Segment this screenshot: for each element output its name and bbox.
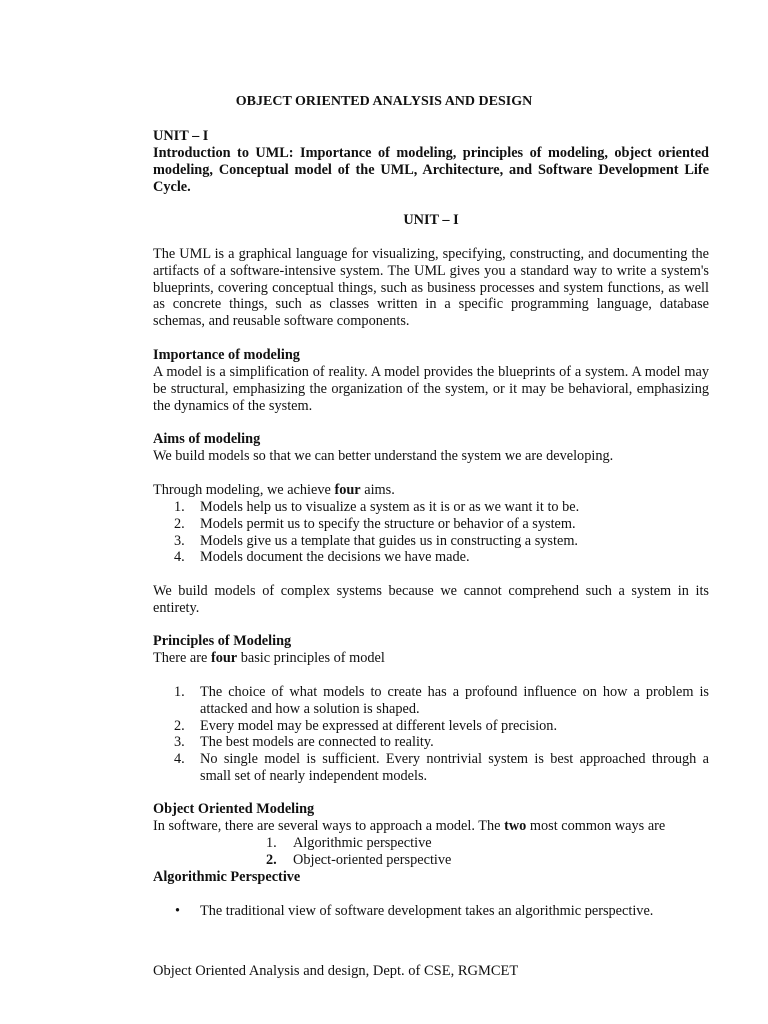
aims-closing: We build models of complex systems because we cannot comprehend such a system in its entirety. xyxy=(153,583,709,616)
list-item: 1. Models help us to visualize a system as it is or as we want it to be. xyxy=(174,499,580,515)
unit-heading: UNIT – I xyxy=(403,212,459,228)
page-title: OBJECT ORIENTED ANALYSIS AND DESIGN xyxy=(235,94,533,109)
oo-modeling-lead: In software, there are several ways to approach a model. The two most common ways are xyxy=(153,818,666,834)
bullet-icon: • xyxy=(175,903,181,919)
algorithmic-heading: Algorithmic Perspective xyxy=(153,869,301,885)
aims-paragraph: We build models so that we can better understand the system we are developing. xyxy=(153,448,614,464)
principles-lead: There are four basic principles of model xyxy=(153,650,385,666)
aims-heading: Aims of modeling xyxy=(153,431,261,447)
perspectives-list xyxy=(266,835,451,869)
syllabus-unit-label: UNIT – I xyxy=(153,128,209,144)
list-item: 4. No single model is sufficient. Every nontrivial system is best approached through a small set of nearly independent models. xyxy=(174,751,709,784)
oo-modeling-heading: Object Oriented Modeling xyxy=(153,801,315,817)
list-item: 2. Object-oriented perspective xyxy=(266,851,452,868)
syllabus-text: Introduction to UML: Importance of modeling, principles of modeling, object oriented modeling, Conceptual model of the UML, Architecture, and Software Development Life Cycle. xyxy=(153,145,709,195)
page-footer: Object Oriented Analysis and design, Dept. of CSE, RGMCET xyxy=(153,963,519,979)
aims-list xyxy=(153,499,709,566)
list-item: 1. Algorithmic perspective xyxy=(266,835,432,851)
principles-list xyxy=(153,684,709,785)
importance-paragraph: A model is a simplification of reality. A model provides the blueprints of a system. A model may be structural, emphasizing the organization of the system, or it may be behavioral, emphasizing the dynamics of the system. xyxy=(153,364,709,414)
list-item: 4. Models document the decisions we have made. xyxy=(174,549,470,566)
principles-heading: Principles of Modeling xyxy=(153,633,292,649)
intro-paragraph: The UML is a graphical language for visualizing, specifying, constructing, and documenting the artifacts of a software-intensive system. The UML gives you a standard way to write a system's blueprints, covering conceptual things, such as business processes and system functions, as well as concrete things, such as classes written in a specific programming language, database schemas, and reusable software components. xyxy=(153,246,709,330)
list-item: 3. The best models are connected to reality. xyxy=(174,734,434,751)
algorithmic-bullet-item xyxy=(153,903,709,920)
list-item: 1. The choice of what models to create has a profound influence on how a problem is attacked and how a solution is shaped. xyxy=(174,684,709,717)
aims-lead: Through modeling, we achieve four aims. xyxy=(153,482,395,498)
list-item: 2. Every model may be expressed at different levels of precision. xyxy=(174,717,558,734)
list-item: 2. Models permit us to specify the structure or behavior of a system. xyxy=(174,515,576,532)
list-item: 3. Models give us a template that guides us in constructing a system. xyxy=(174,532,579,549)
bullet-text: The traditional view of software development takes an algorithmic perspective. xyxy=(200,903,654,919)
importance-heading: Importance of modeling xyxy=(153,347,300,363)
